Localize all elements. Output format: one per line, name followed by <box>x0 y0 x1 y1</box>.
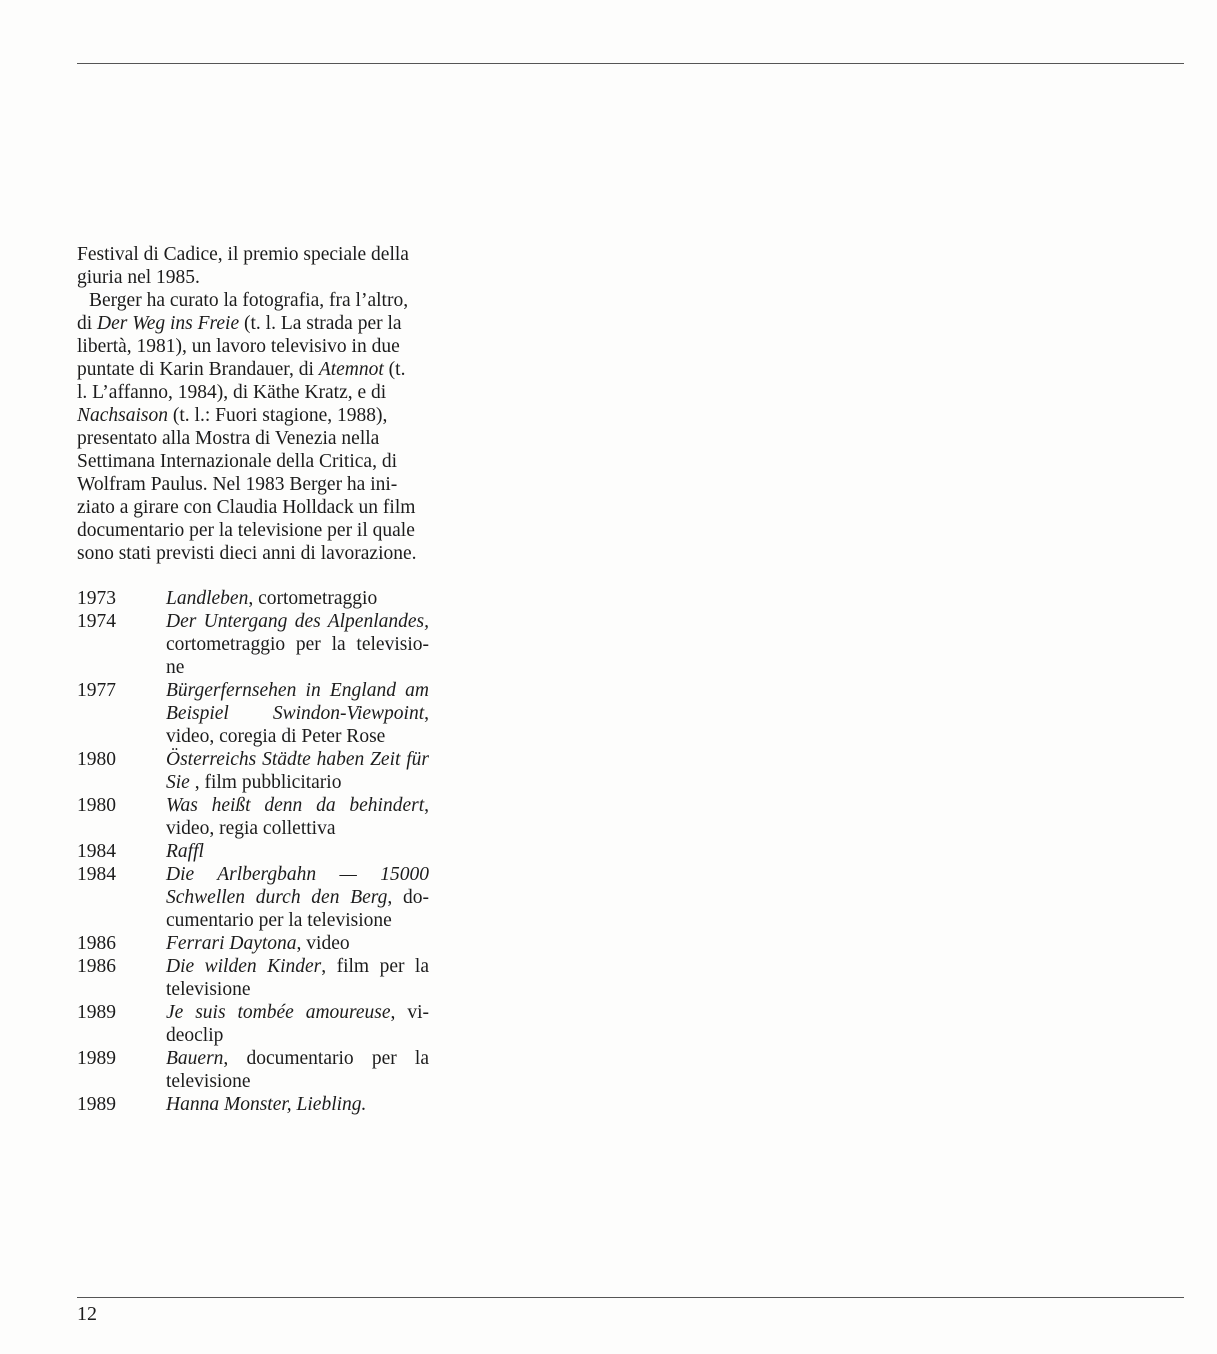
film-line <box>166 863 429 886</box>
film-description <box>166 1047 429 1093</box>
film-year: 1973 <box>77 588 116 609</box>
film-line: video, coregia di Peter Rose <box>166 726 386 747</box>
film-entry <box>77 794 429 840</box>
film-line: cumentario per la televisione <box>166 910 392 931</box>
film-description <box>166 955 429 1001</box>
italic-title: Raffl <box>166 841 204 862</box>
italic-title: Atemnot <box>318 359 384 380</box>
film-line <box>166 679 429 702</box>
film-entry <box>77 955 429 1001</box>
film-year: 1986 <box>77 933 116 954</box>
film-line: cortometraggio per la televisio- <box>166 634 429 655</box>
bottom-rule <box>77 1297 1184 1298</box>
film-entry <box>77 610 429 679</box>
film-line: Die wilden Kinder, film per la <box>166 956 430 977</box>
italic-title: Je suis tombée amoureuse <box>166 1002 391 1023</box>
italic-title: Ferrari Daytona <box>166 933 297 954</box>
film-year: 1989 <box>77 1094 116 1115</box>
italic-title: Sie <box>166 772 190 793</box>
film-entry <box>77 1001 429 1047</box>
italic-title: Der Weg ins Freie <box>97 313 240 334</box>
italic-title: Nachsaison <box>77 405 169 426</box>
film-line: Ferrari Daytona, video <box>166 933 350 954</box>
film-line <box>166 1093 429 1116</box>
film-description <box>166 840 429 863</box>
italic-title: Beispiel Swindon-Viewpoint <box>166 703 425 724</box>
italic-title: Schwellen durch den Berg <box>166 887 388 908</box>
film-description <box>166 587 429 610</box>
top-rule <box>77 63 1184 64</box>
italic-title: Was heißt denn da behindert <box>166 795 425 816</box>
italic-title: Der Untergang des Alpenlandes, <box>166 611 429 632</box>
film-entry <box>77 748 429 794</box>
film-entry <box>77 1093 429 1116</box>
film-entry <box>77 679 429 748</box>
italic-title: Österreichs Städte haben Zeit für <box>166 749 429 770</box>
film-year: 1989 <box>77 1002 116 1023</box>
film-year: 1980 <box>77 795 116 816</box>
film-year: 1977 <box>77 680 116 701</box>
film-line <box>166 748 429 771</box>
film-entry <box>77 932 429 955</box>
film-entry <box>77 1047 429 1093</box>
film-line: televisione <box>166 979 251 1000</box>
film-year: 1984 <box>77 864 116 885</box>
film-line: Was heißt denn da behindert, <box>166 795 429 816</box>
film-entry <box>77 840 429 863</box>
film-line: Landleben, cortometraggio <box>166 588 378 609</box>
film-line <box>166 610 429 633</box>
italic-title: Hanna Monster, Liebling. <box>166 1094 367 1115</box>
film-description <box>166 863 429 932</box>
italic-title: Die wilden Kinder <box>166 956 322 977</box>
paragraph: Berger ha curato la fotografia, fra l’altro, di Der Weg ins Freie (t. l. La strada per la libertà, 1981), un lavoro televisivo in due puntate di Karin Brandauer, di Atemnot (t. l. L’affanno, 1984), di Käthe Kratz, e di Nachsaison (t. l.: Fuori stagione, 1988), presentato alla Mostra di Venezia nella Settimana Internazionale della Critica, di Wolfram Paulus. Nel 1983 Berger ha ini- ziato a girare con Claudia Holldack un film documentario per la televisione per il quale sono stati previsti dieci anni di lavorazione. <box>77 290 417 564</box>
italic-title: Bauern <box>166 1048 224 1069</box>
film-line: Schwellen durch den Berg, do- <box>166 887 429 908</box>
film-description <box>166 1001 429 1047</box>
italic-title: Bürgerfernsehen in England am <box>166 680 429 701</box>
body-text <box>77 243 427 565</box>
film-description <box>166 1093 429 1116</box>
film-line: deoclip <box>166 1025 224 1046</box>
film-entry <box>77 587 429 610</box>
paragraph: Festival di Cadice, il premio speciale della giuria nel 1985. <box>77 244 409 288</box>
film-year: 1986 <box>77 956 116 977</box>
film-line: televisione <box>166 1071 251 1092</box>
film-year: 1989 <box>77 1048 116 1069</box>
film-line: ne <box>166 657 185 678</box>
film-line: Bauern, documentario per la <box>166 1048 429 1069</box>
film-description <box>166 932 429 955</box>
film-line: video, regia collettiva <box>166 818 336 839</box>
film-description <box>166 748 429 794</box>
film-description <box>166 610 429 679</box>
filmography-list <box>77 587 429 1116</box>
film-year: 1980 <box>77 749 116 770</box>
film-line: Je suis tombée amoureuse, vi- <box>166 1002 429 1023</box>
italic-title: Die Arlbergbahn — 15000 <box>166 864 429 885</box>
film-line: Beispiel Swindon-Viewpoint, <box>166 703 429 724</box>
film-entry <box>77 863 429 932</box>
film-line <box>166 840 429 863</box>
film-description <box>166 679 429 748</box>
film-year: 1984 <box>77 841 116 862</box>
film-description <box>166 794 429 840</box>
page-number: 12 <box>77 1303 97 1325</box>
italic-title: Landleben <box>166 588 249 609</box>
film-line: Sie , film pubblicitario <box>166 772 342 793</box>
film-year: 1974 <box>77 611 116 632</box>
